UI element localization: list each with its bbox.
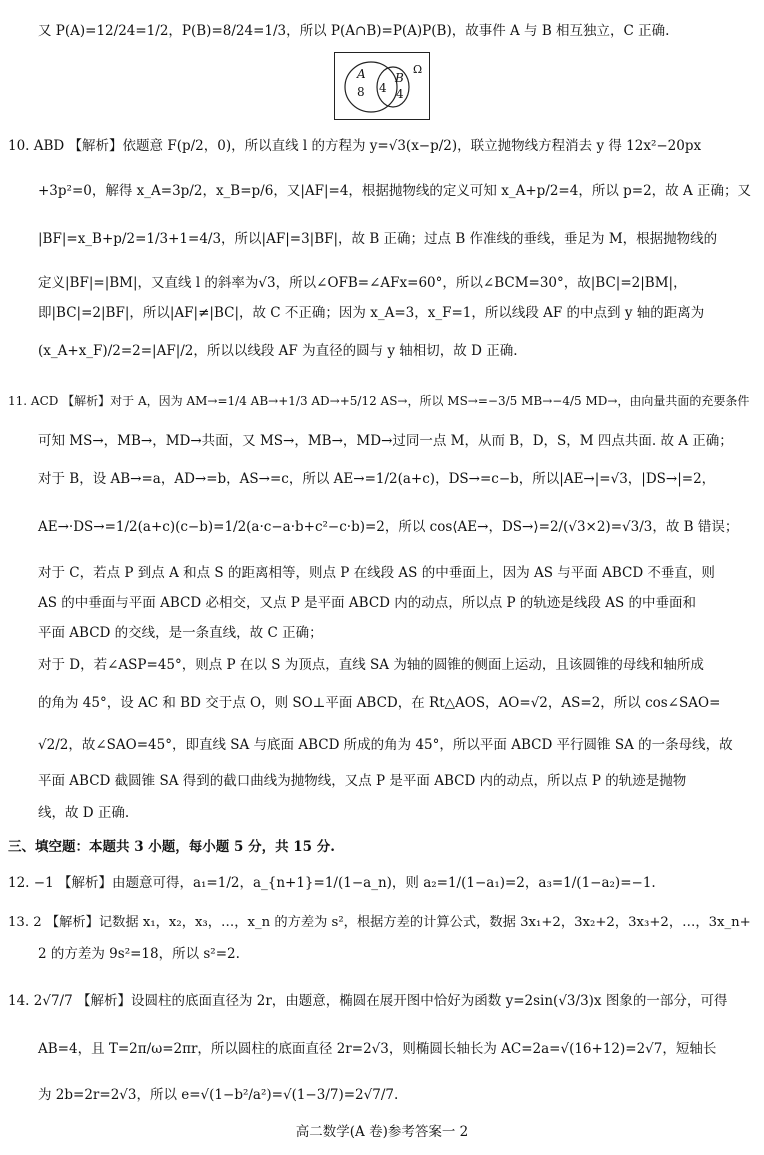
text-line: 对于 C，若点 P 到点 A 和点 S 的距离相等，则点 P 在线段 AS 的中垂面上，因为 AS 与平面 ABCD 不垂直，则	[38, 565, 715, 581]
text-line: 10. ABD 【解析】依题意 F(p/2，0)，所以直线 l 的方程为 y=√3(x−p/2)，联立抛物线方程消去 y 得 12x²−20px	[8, 138, 702, 154]
text-line: AS 的中垂面与平面 ABCD 必相交，又点 P 是平面 ABCD 内的动点，所以点 P 的轨迹是线段 AS 的中垂面和	[38, 595, 697, 611]
text-line: AE→·DS→=1/2(a+c)(c−b)=1/2(a·c−a·b+c²−c·b)=2，所以 cos⟨AE→，DS→⟩=2/(√3×2)=√3/3，故 B 错误；	[38, 519, 739, 535]
text-line: 又 P(A)=12/24=1/2，P(B)=8/24=1/3，所以 P(A∩B)=P(A)P(B)，故事件 A 与 B 相互独立，C 正确.	[38, 23, 670, 39]
text-line: 线，故 D 正确.	[38, 805, 130, 821]
text-line: 的角为 45°，设 AC 和 BD 交于点 O，则 SO⊥平面 ABCD，在 Rt△AOS，AO=√2，AS=2，所以 cos∠SAO=	[38, 695, 721, 711]
only-b-count: 4	[396, 87, 404, 101]
section-heading: 三、填空题：本题共 3 小题，每小题 5 分，共 15 分.	[8, 839, 335, 855]
text-line: 对于 B，设 AB→=a，AD→=b，AS→=c，所以 AE→=1/2(a+c)，DS→=c−b，所以|AE→|=√3，|DS→|=2，	[38, 471, 716, 487]
text-line: 定义|BF|=|BM|，又直线 l 的斜率为√3，所以∠OFB=∠AFx=60°，所以∠BCM=30°，故|BC|=2|BM|，	[38, 275, 687, 291]
text-line: 即|BC|=2|BF|，所以|AF|≠|BC|，故 C 不正确；因为 x_A=3，x_F=1，所以线段 AF 的中点到 y 轴的距离为	[38, 305, 705, 321]
text-line: 对于 D，若∠ASP=45°，则点 P 在以 S 为顶点，直线 SA 为轴的圆锥的侧面上运动，且该圆锥的母线和轴所成	[38, 657, 704, 673]
text-line: 12. −1 【解析】由题意可得，a₁=1/2，a_{n+1}=1/(1−a_n)，则 a₂=1/(1−a₁)=2，a₃=1/(1−a₂)=−1.	[8, 875, 656, 891]
text-line: 14. 2√7/7 【解析】设圆柱的底面直径为 2r，由题意，椭圆在展开图中恰好为函数 y=2sin(√3/3)x 图象的一部分，可得	[8, 993, 728, 1009]
text-line: 可知 MS→，MB→，MD→共面，又 MS→，MB→，MD→过同一点 M，从而 B，D，S，M 四点共面. 故 A 正确；	[38, 433, 733, 449]
text-line: |BF|=x_B+p/2=1/3+1=4/3，所以|AF|=3|BF|，故 B 正确；过点 B 作准线的垂线，垂足为 M，根据抛物线的	[38, 231, 718, 247]
text-line: 为 2b=2r=2√3，所以 e=√(1−b²/a²)=√(1−3/7)=2√7/7.	[38, 1087, 399, 1103]
text-line: 平面 ABCD 的交线，是一条直线，故 C 正确；	[38, 625, 323, 641]
text-line: 13. 2 【解析】记数据 x₁，x₂，x₃，…，x_n 的方差为 s²，根据方差的计算公式，数据 3x₁+2，3x₂+2，3x₃+2，…，3x_n+	[8, 915, 751, 930]
text-line: +3p²=0，解得 x_A=3p/2，x_B=p/6，又|AF|=4，根据抛物线的定义可知 x_A+p/2=4，所以 p=2，故 A 正确；又	[38, 183, 751, 199]
text-line: √2/2，故∠SAO=45°，即直线 SA 与底面 ABCD 所成的角为 45°，所以平面 ABCD 平行圆锥 SA 的一条母线，故	[38, 737, 733, 753]
text-line: (x_A+x_F)/2=2=|AF|/2，所以以线段 AF 为直径的圆与 y 轴相切，故 D 正确.	[38, 343, 518, 359]
text-line: AB=4，且 T=2π/ω=2πr，所以圆柱的底面直径 2r=2√3，则椭圆长轴长为 AC=2a=√(16+12)=2√7，短轴长	[38, 1041, 717, 1057]
text-line: 11. ACD 【解析】对于 A，因为 AM→=1/4 AB→+1/3 AD→+5/12 AS→，所以 MS→=−3/5 MB→−4/5 MD→，由向量共面的充要条件	[8, 394, 750, 408]
only-a-count: 8	[357, 85, 365, 99]
text-line: 2 的方差为 9s²=18，所以 s²=2.	[38, 946, 240, 962]
both-count: 4	[379, 81, 387, 95]
set-a-circle	[345, 62, 397, 112]
set-a-label: A	[357, 67, 366, 81]
text-line: 平面 ABCD 截圆锥 SA 得到的截口曲线为抛物线，又点 P 是平面 ABCD 内的动点，所以点 P 的轨迹是抛物	[38, 773, 687, 789]
venn-diagram	[334, 52, 430, 120]
set-b-label: B	[395, 71, 404, 85]
page-footer: 高二数学(A 卷)参考答案一 2	[295, 1124, 469, 1140]
omega-label: Ω	[413, 63, 423, 76]
